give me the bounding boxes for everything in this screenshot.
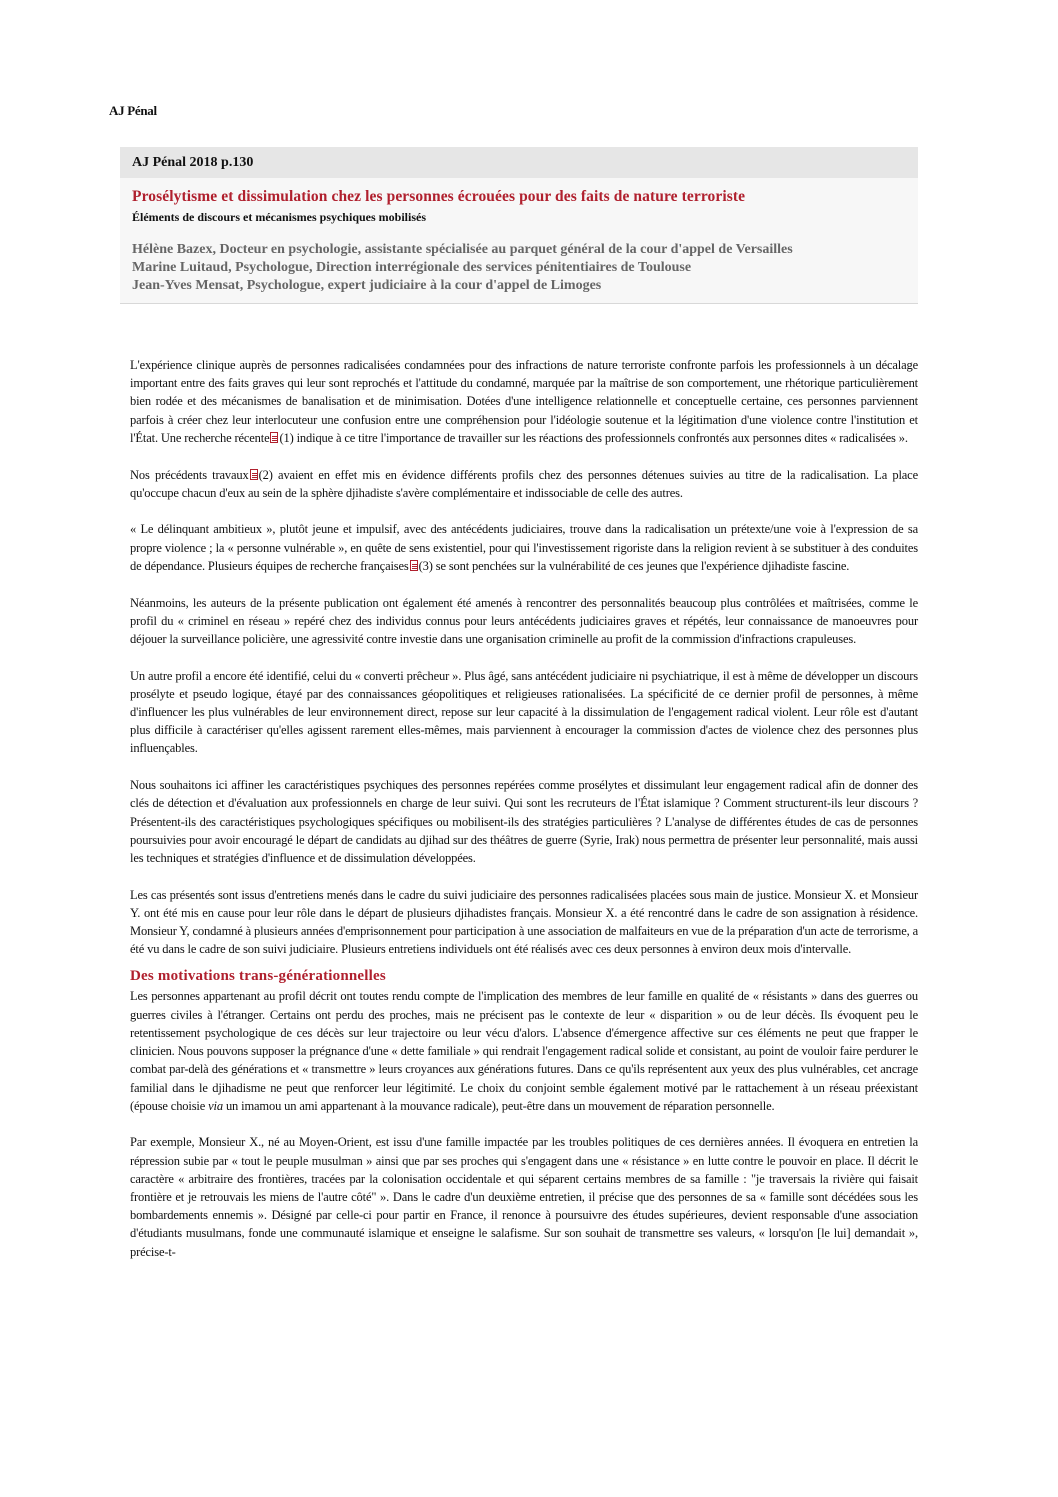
note-icon[interactable] <box>410 560 418 571</box>
author-line: Jean-Yves Mensat, Psychologue, expert judiciaire à la cour d'appel de Limoges <box>132 278 602 293</box>
paragraph: Un autre profil a encore été identifié, celui du « converti prêcheur ». Plus âgé, sans antécédent judiciaire ni psychiatrique, il est à même de développer un discours prosélyte et pseudo logique, étayé par des connaissances géopolitiques et religieuses rationalisées. La spécificité de ce dernier profil de personnes, à même d'influencer les plus vulnérables de leur environnement direct, repose sur leur capacité à la dissimulation de l'engagement radical violent. Leur rôle est d'autant plus difficile à caractériser qu'elles agissent rarement elles-mêmes, mais parviennent à encourager la commission d'actes de violence chez des personnes plus influençables. <box>130 668 918 756</box>
paragraph-text: se sont penchées sur la vulnérabilité de ces jeunes que l'expérience djihadiste fascine. <box>432 558 850 573</box>
article-reference: AJ Pénal 2018 p.130 <box>120 147 918 178</box>
paragraph <box>130 466 918 502</box>
paragraph-text: indique à ce titre l'importance de travailler sur les réactions des professionnels confrontés aux personnes dites « radicalisées ». <box>293 430 908 445</box>
article-body <box>130 356 918 1279</box>
paragraph-text: L'expérience clinique auprès de personnes radicalisées condamnées pour des infractions de nature terroriste confronte parfois les professionnels à un décalage important entre des faits graves qui leur sont reprochés et l'attitude du condamné, marquée par la maîtrise de son comportement, une rhétorique particulièrement bien rodée et des mécanismes de banalisation et de minimisation. Dotées d'une intelligence relationnelle et conceptuelle certaine, ces personnes parviennent parfois à créer chez leur interlocuteur une confusion entre une compréhension pour l'idéologie soutenue et la légitimation d'une violence contre l'institution et l'État. Une recherche récente <box>130 358 918 445</box>
note-icon[interactable] <box>270 432 278 443</box>
article-header <box>120 147 918 304</box>
article-title: Prosélytisme et dissimulation chez les personnes écrouées pour des faits de nature terroriste <box>132 188 746 205</box>
paragraph: Néanmoins, les auteurs de la présente publication ont également été amenés à rencontrer des personnalités beaucoup plus contrôlées et maîtrisées, comme le profil du « criminel en réseau » repéré chez des individus connus pour leurs antécédents judiciaires graves et répétés, leur connaissance de manoeuvres pour déjouer la surveillance policière, une agressivité contre investie dans une organisation criminelle au profit de la commission d'infractions crapuleuses. <box>130 595 918 646</box>
paragraph-text: avaient en effet mis en évidence différents profils chez des personnes détenues suivies au titre de la radicalisation. La place qu'occupe chacun d'eux au sein de la sphère djihadiste s'avère complémentaire et indissociable de celle des autres. <box>130 467 918 500</box>
paragraph-text: Les personnes appartenant au profil décrit ont toutes rendu compte de l'implication des membres de leur famille en qualité de « résistants » dans des guerres ou guerres civiles à l'étranger. Certains ont perdu des proches, mais ne précisent pas le contexte de leur « disparition » ou de leur décès. Ils évoquent peu le retentissement psychologique de ces décès sur leur trajectoire ou leur vécu d'alors. L'absence d'émergence affective sur ces éléments ne peut que frapper le clinicien. Nous pouvons supposer la prégnance d'une « dette familiale » qui rendrait l'engagement radical solide et consistant, au point de vouloir faire perdurer le combat par-delà des générations et « transmettre » leurs croyances aux générations futures. Dans ce qu'ils représentent aux yeux des plus vulnérables, cet ancrage familial dans le djihadisme ne peut que renforcer leur légitimité. Le choix du conjoint semble également motivé par le rattachement à un réseau préexistant (épouse choisie <box>130 989 918 1113</box>
paragraph: Nous souhaitons ici affiner les caractéristiques psychiques des personnes repérées comme prosélytes et dissimulant leur engagement radical afin de donner des clés de détection et d'évaluation aux professionnels en charge de leur suivi. Qui sont les recruteurs de l'État islamique ? Comment structurent-ils leur discours ? Présentent-ils des caractéristiques psychologiques spécifiques ou mobilisent-ils des stratégies particulières ? L'analyse de différentes études de cas de personnes poursuivies pour avoir encouragé le départ de candidats au djihad sur des théâtres de guerre (Syrie, Irak) nous permettra de présenter leur personnalité, mais aussi les techniques et stratégies d'influence et de dissimulation développées. <box>130 778 918 865</box>
author-line: Marine Luitaud, Psychologue, Direction interrégionale des services pénitentiaires de Toulouse <box>132 260 692 275</box>
paragraph <box>130 520 918 575</box>
paragraph-text: Nos précédents travaux <box>130 467 249 482</box>
paragraph: Par exemple, Monsieur X., né au Moyen-Orient, est issu d'une famille impactée par les troubles politiques de ces dernières années. Il évoquera en entretien la répression subie par « tout le peuple musulman » ainsi que par ses proches qui s'engagent dans une « résistance » en lutte contre le pouvoir en place. Il décrit le caractère « arbitraire des frontières, tracées par la colonisation occidentale et qui séparent certains membres de sa famille : "je traversais la rivière qui faisait frontière et je retrouvais les miens de l'autre côté" ». Dans le cadre d'un deuxième entretien, il précise que des personnes de sa « famille sont décédées sous les bombardements ennemis ». Désigné par celle-ci pour partir en France, il renonce à poursuivre des études supérieures, devient responsable d'une association d'étudiants musulmans, fonde une communauté islamique et enseigne le salafisme. Sur son souhait de transmettre ses valeurs, « lorsqu'on [le lui] demandait », précise-t- <box>130 1135 918 1259</box>
footnote-link[interactable]: (2) <box>258 467 273 482</box>
note-icon[interactable] <box>250 469 258 480</box>
journal-label: AJ Pénal <box>109 103 157 118</box>
paragraph <box>130 987 918 1114</box>
paragraph: Les cas présentés sont issus d'entretiens menés dans le cadre du suivi judiciaire des personnes radicalisées placées sous main de justice. Monsieur X. et Monsieur Y. ont été mis en cause pour leur rôle dans le départ de plusieurs djihadistes français. Monsieur X. a été rencontré dans le cadre de son assignation à résidence. Monsieur Y, condamné à plusieurs années d'emprisonnement pour participation à une association de malfaiteurs en vue de la préparation d'un acte de terrorisme, a été vu dans le cadre de son suivi judiciaire. Plusieurs entretiens individuels ont été réalisés avec ces deux personnes à environ deux mois d'intervalle. <box>130 887 918 957</box>
footnote-link[interactable]: (1) <box>279 430 294 445</box>
paragraph-text: un imamou un ami appartenant à la mouvance radicale), peut-être dans un mouvement de réparation personnelle. <box>222 1098 775 1113</box>
article-subtitle: Éléments de discours et mécanismes psychiques mobilisés <box>132 210 426 224</box>
footnote-link[interactable]: (3) <box>418 558 433 573</box>
paragraph-text: « Le délinquant ambitieux », plutôt jeune et impulsif, avec des antécédents judiciaires, trouve dans la radicalisation un prétexte/une voie à l'expression de sa propre violence ; la « personne vulnérable », en quête de sens existentiel, pour qui l'investissement rigoriste dans la religion revient à se substituer à des conduites de dépendance. Plusieurs équipes de recherche françaises <box>130 522 918 573</box>
section-heading: Des motivations trans-générationnelles <box>130 968 386 985</box>
paragraph-italic: via <box>208 1098 223 1113</box>
paragraph <box>130 356 918 447</box>
author-line: Hélène Bazex, Docteur en psychologie, assistante spécialisée au parquet général de la cour d'appel de Versailles <box>132 242 793 257</box>
